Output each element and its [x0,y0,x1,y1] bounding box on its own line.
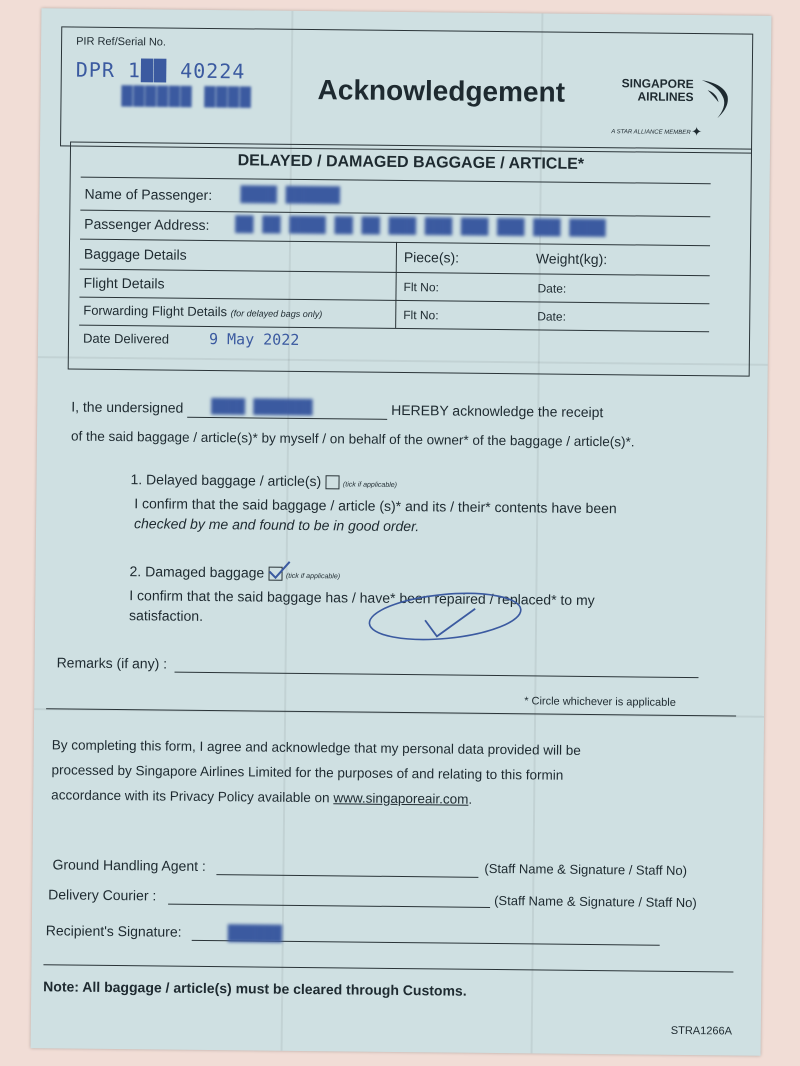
customs-note: Note: All baggage / article(s) must be cleared through Customs. [43,978,467,999]
passenger-name-row: Name of Passenger: ████ ██████ [80,177,710,218]
privacy-link[interactable]: www.singaporeair.com [333,790,469,807]
passenger-address-row: Passenger Address: ██ ██ ████ ██ ██ ███ ███ ███ ███ ███ ████ [80,209,710,247]
privacy-notice: By completing this form, I agree and acknowledge that my personal data provided will be processed by Singapore Airlines Limited for the purposes of and relating to this formin accordance with its Privacy Policy available on www.singaporeair.com. [51,737,581,807]
item-damaged-text: I confirm that the said baggage has / have* been repaired / replaced* to my satisfaction. [129,587,595,624]
item-delayed-text: I confirm that the said baggage / article (s)* and its / their* contents have been checked by me and found to be in good order. [133,495,617,535]
star-alliance-icon: ✦ [691,124,703,140]
courier-line[interactable] [168,904,490,908]
remarks-line[interactable] [175,672,699,678]
delayed-checkbox[interactable] [325,475,339,489]
ground-agent-label: Ground Handling Agent : [52,856,206,874]
recipient-signature: ██████ [227,924,283,943]
circle-note: * Circle whichever is applicable [524,695,676,709]
acknowledge-line: of the said baggage / article(s)* by myself / on behalf of the owner* of the baggage / article(s)*. [70,428,635,450]
airline-bird-logo-icon [697,74,734,122]
section-title: DELAYED / DAMAGED BAGGAGE / ARTICLE* [237,152,585,173]
damaged-checkbox[interactable] [268,567,282,581]
circled-annotation-icon [365,578,526,650]
item-damaged-title: 2. Damaged baggage (tick if applicable) [129,561,340,587]
pir-label: PIR Ref/Serial No. [76,35,167,49]
undersigned-line: I, the undersigned ████ ███████ HEREBY acknowledge the receipt [71,395,731,424]
undersigned-name: ████ ███████ [211,399,313,417]
header-box [60,26,753,153]
recipient-label: Recipient's Signature: [45,922,182,940]
form-code: STRA1266A [670,1024,733,1038]
courier-note: (Staff Name & Signature / Staff No) [494,892,697,911]
remarks-label: Remarks (if any) : [56,654,168,672]
pir-value-line2: ██████ ████ [121,86,252,109]
alliance-text: A STAR ALLIANCE MEMBER [611,129,691,137]
baggage-section [68,142,752,377]
baggage-details-row: Baggage Details Piece(s): Weight(kg): [80,239,710,277]
form-title: Acknowledgement [317,74,566,108]
flight-details-row: Flight Details Flt No: Date: [79,269,709,305]
date-delivered-row: Date Delivered 9 May 2022 [82,329,300,349]
checkmark-icon [267,560,291,582]
ground-agent-note: (Staff Name & Signature / Staff No) [484,860,688,879]
ground-agent-line[interactable] [216,874,478,878]
date-delivered-value: 9 May 2022 [208,329,300,349]
airline-name: SINGAPORE AIRLINES [621,76,694,105]
courier-label: Delivery Courier : [48,886,157,904]
item-delayed-title: 1. Delayed baggage / article(s) (tick if applicable) [130,471,398,490]
passenger-name-value: ████ ██████ [240,185,340,205]
forwarding-flight-row: Forwarding Flight Details (for delayed bags only) Flt No: Date: [79,297,709,333]
passenger-address-value: ██ ██ ████ ██ ██ ███ ███ ███ ███ ███ ████ [235,215,606,238]
acknowledgement-form [31,8,772,1056]
pir-value-line1: DPR 1██ 40224 [75,57,246,84]
